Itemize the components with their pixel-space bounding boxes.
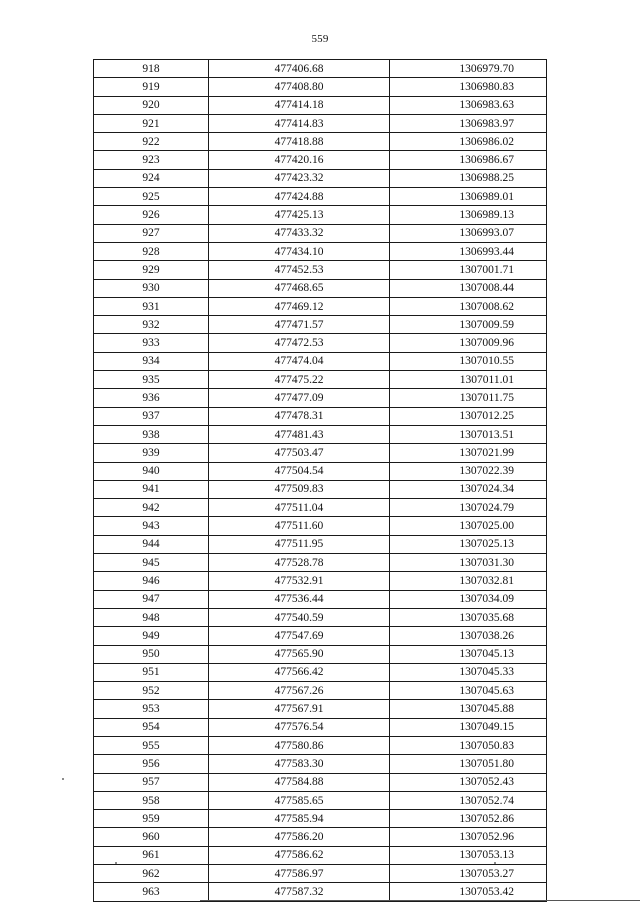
point-number-cell: 936: [94, 389, 209, 407]
point-number-cell: 954: [94, 718, 209, 736]
point-number-cell: 931: [94, 297, 209, 315]
x-coordinate-cell: 477584.88: [209, 773, 390, 791]
table-row: [94, 791, 547, 809]
table-row: [94, 352, 547, 370]
y-coordinate-cell: 1307022.39: [390, 462, 547, 480]
x-coordinate-cell: 477503.47: [209, 444, 390, 462]
x-coordinate-cell: 477475.22: [209, 371, 390, 389]
point-number-cell: 922: [94, 133, 209, 151]
table-row: [94, 425, 547, 443]
x-coordinate-cell: 477547.69: [209, 627, 390, 645]
y-coordinate-cell: 1307051.80: [390, 755, 547, 773]
table-row: [94, 846, 547, 864]
table-row: [94, 517, 547, 535]
y-coordinate-cell: 1307008.44: [390, 279, 547, 297]
table-row: [94, 682, 547, 700]
table-row: [94, 883, 547, 901]
x-coordinate-cell: 477477.09: [209, 389, 390, 407]
y-coordinate-cell: 1307031.30: [390, 554, 547, 572]
table-row: [94, 224, 547, 242]
y-coordinate-cell: 1306989.01: [390, 188, 547, 206]
point-number-cell: 950: [94, 645, 209, 663]
table-row: [94, 242, 547, 260]
point-number-cell: 958: [94, 791, 209, 809]
y-coordinate-cell: 1307053.42: [390, 883, 547, 901]
x-coordinate-cell: 477536.44: [209, 590, 390, 608]
table-row: [94, 535, 547, 553]
table-row: [94, 407, 547, 425]
x-coordinate-cell: 477540.59: [209, 608, 390, 626]
y-coordinate-cell: 1307053.13: [390, 846, 547, 864]
point-number-cell: 941: [94, 480, 209, 498]
y-coordinate-cell: 1307009.96: [390, 334, 547, 352]
x-coordinate-cell: 477586.62: [209, 846, 390, 864]
x-coordinate-cell: 477566.42: [209, 663, 390, 681]
table-row: [94, 663, 547, 681]
table-row: [94, 572, 547, 590]
y-coordinate-cell: 1307013.51: [390, 425, 547, 443]
y-coordinate-cell: 1307052.74: [390, 791, 547, 809]
table-row: [94, 499, 547, 517]
x-coordinate-cell: 477509.83: [209, 480, 390, 498]
point-number-cell: 928: [94, 242, 209, 260]
table-row: [94, 554, 547, 572]
y-coordinate-cell: 1307045.63: [390, 682, 547, 700]
y-coordinate-cell: 1307049.15: [390, 718, 547, 736]
table-row: [94, 389, 547, 407]
table-row: [94, 755, 547, 773]
table-row: [94, 334, 547, 352]
point-number-cell: 957: [94, 773, 209, 791]
y-coordinate-cell: 1307034.09: [390, 590, 547, 608]
point-number-cell: 944: [94, 535, 209, 553]
y-coordinate-cell: 1307045.33: [390, 663, 547, 681]
x-coordinate-cell: 477472.53: [209, 334, 390, 352]
point-number-cell: 948: [94, 608, 209, 626]
table-row: [94, 462, 547, 480]
point-number-cell: 962: [94, 865, 209, 883]
table-row: [94, 151, 547, 169]
x-coordinate-cell: 477406.68: [209, 60, 390, 78]
table-row: [94, 188, 547, 206]
x-coordinate-cell: 477468.65: [209, 279, 390, 297]
y-coordinate-cell: 1306986.02: [390, 133, 547, 151]
x-coordinate-cell: 477420.16: [209, 151, 390, 169]
x-coordinate-cell: 477532.91: [209, 572, 390, 590]
point-number-cell: 951: [94, 663, 209, 681]
y-coordinate-cell: 1307025.00: [390, 517, 547, 535]
y-coordinate-cell: 1306989.13: [390, 206, 547, 224]
table-row: [94, 810, 547, 828]
x-coordinate-cell: 477504.54: [209, 462, 390, 480]
y-coordinate-cell: 1306983.63: [390, 96, 547, 114]
y-coordinate-cell: 1307010.55: [390, 352, 547, 370]
x-coordinate-cell: 477469.12: [209, 297, 390, 315]
point-number-cell: 927: [94, 224, 209, 242]
table-row: [94, 608, 547, 626]
x-coordinate-cell: 477478.31: [209, 407, 390, 425]
scan-speck: [62, 778, 64, 780]
x-coordinate-cell: 477481.43: [209, 425, 390, 443]
x-coordinate-cell: 477586.97: [209, 865, 390, 883]
point-number-cell: 952: [94, 682, 209, 700]
point-number-cell: 932: [94, 316, 209, 334]
x-coordinate-cell: 477425.13: [209, 206, 390, 224]
x-coordinate-cell: 477433.32: [209, 224, 390, 242]
x-coordinate-cell: 477585.65: [209, 791, 390, 809]
y-coordinate-cell: 1307008.62: [390, 297, 547, 315]
table-row: [94, 773, 547, 791]
point-number-cell: 947: [94, 590, 209, 608]
y-coordinate-cell: 1306979.70: [390, 60, 547, 78]
x-coordinate-cell: 477511.04: [209, 499, 390, 517]
scan-edge-line: [200, 900, 640, 901]
point-number-cell: 963: [94, 883, 209, 901]
point-number-cell: 943: [94, 517, 209, 535]
x-coordinate-cell: 477587.32: [209, 883, 390, 901]
point-number-cell: 935: [94, 371, 209, 389]
point-number-cell: 921: [94, 114, 209, 132]
point-number-cell: 926: [94, 206, 209, 224]
x-coordinate-cell: 477567.26: [209, 682, 390, 700]
table-row: [94, 114, 547, 132]
point-number-cell: 945: [94, 554, 209, 572]
table-row: [94, 444, 547, 462]
point-number-cell: 929: [94, 261, 209, 279]
point-number-cell: 934: [94, 352, 209, 370]
x-coordinate-cell: 477418.88: [209, 133, 390, 151]
y-coordinate-cell: 1307052.96: [390, 828, 547, 846]
y-coordinate-cell: 1307011.01: [390, 371, 547, 389]
x-coordinate-cell: 477452.53: [209, 261, 390, 279]
table-row: [94, 480, 547, 498]
table-row: [94, 718, 547, 736]
point-number-cell: 918: [94, 60, 209, 78]
x-coordinate-cell: 477511.95: [209, 535, 390, 553]
y-coordinate-cell: 1307024.34: [390, 480, 547, 498]
x-coordinate-cell: 477576.54: [209, 718, 390, 736]
table-row: [94, 169, 547, 187]
y-coordinate-cell: 1307009.59: [390, 316, 547, 334]
y-coordinate-cell: 1307011.75: [390, 389, 547, 407]
table-row: [94, 865, 547, 883]
table-row: [94, 206, 547, 224]
y-coordinate-cell: 1307024.79: [390, 499, 547, 517]
y-coordinate-cell: 1307025.13: [390, 535, 547, 553]
point-number-cell: 933: [94, 334, 209, 352]
point-number-cell: 938: [94, 425, 209, 443]
y-coordinate-cell: 1307021.99: [390, 444, 547, 462]
table-row: [94, 828, 547, 846]
x-coordinate-cell: 477567.91: [209, 700, 390, 718]
y-coordinate-cell: 1306980.83: [390, 78, 547, 96]
y-coordinate-cell: 1306983.97: [390, 114, 547, 132]
table-row: [94, 261, 547, 279]
y-coordinate-cell: 1307035.68: [390, 608, 547, 626]
y-coordinate-cell: 1307012.25: [390, 407, 547, 425]
point-number-cell: 923: [94, 151, 209, 169]
page-number: 559: [311, 33, 329, 45]
table-row: [94, 700, 547, 718]
y-coordinate-cell: 1307045.13: [390, 645, 547, 663]
point-number-cell: 942: [94, 499, 209, 517]
y-coordinate-cell: 1307001.71: [390, 261, 547, 279]
table-row: [94, 78, 547, 96]
y-coordinate-cell: 1307052.86: [390, 810, 547, 828]
y-coordinate-cell: 1307052.43: [390, 773, 547, 791]
x-coordinate-cell: 477585.94: [209, 810, 390, 828]
x-coordinate-cell: 477434.10: [209, 242, 390, 260]
coordinates-table-body: [94, 60, 547, 902]
x-coordinate-cell: 477511.60: [209, 517, 390, 535]
point-number-cell: 956: [94, 755, 209, 773]
x-coordinate-cell: 477580.86: [209, 736, 390, 754]
point-number-cell: 955: [94, 736, 209, 754]
scan-speck: [115, 862, 117, 864]
y-coordinate-cell: 1306993.07: [390, 224, 547, 242]
table-row: [94, 645, 547, 663]
y-coordinate-cell: 1307032.81: [390, 572, 547, 590]
y-coordinate-cell: 1307050.83: [390, 736, 547, 754]
table-row: [94, 297, 547, 315]
table-row: [94, 133, 547, 151]
point-number-cell: 924: [94, 169, 209, 187]
x-coordinate-cell: 477423.32: [209, 169, 390, 187]
table-row: [94, 279, 547, 297]
y-coordinate-cell: 1307045.88: [390, 700, 547, 718]
point-number-cell: 925: [94, 188, 209, 206]
point-number-cell: 920: [94, 96, 209, 114]
x-coordinate-cell: 477474.04: [209, 352, 390, 370]
y-coordinate-cell: 1306986.67: [390, 151, 547, 169]
y-coordinate-cell: 1306993.44: [390, 242, 547, 260]
y-coordinate-cell: 1307053.27: [390, 865, 547, 883]
table-row: [94, 60, 547, 78]
point-number-cell: 949: [94, 627, 209, 645]
table-row: [94, 736, 547, 754]
x-coordinate-cell: 477528.78: [209, 554, 390, 572]
point-number-cell: 960: [94, 828, 209, 846]
point-number-cell: 940: [94, 462, 209, 480]
table-row: [94, 627, 547, 645]
x-coordinate-cell: 477471.57: [209, 316, 390, 334]
x-coordinate-cell: 477414.18: [209, 96, 390, 114]
x-coordinate-cell: 477565.90: [209, 645, 390, 663]
table-row: [94, 96, 547, 114]
point-number-cell: 946: [94, 572, 209, 590]
coordinates-table: [93, 59, 547, 902]
x-coordinate-cell: 477414.83: [209, 114, 390, 132]
x-coordinate-cell: 477583.30: [209, 755, 390, 773]
point-number-cell: 959: [94, 810, 209, 828]
point-number-cell: 919: [94, 78, 209, 96]
point-number-cell: 937: [94, 407, 209, 425]
table-row: [94, 590, 547, 608]
point-number-cell: 953: [94, 700, 209, 718]
point-number-cell: 930: [94, 279, 209, 297]
table-row: [94, 371, 547, 389]
point-number-cell: 939: [94, 444, 209, 462]
table-row: [94, 316, 547, 334]
x-coordinate-cell: 477586.20: [209, 828, 390, 846]
scan-speck: [494, 862, 496, 864]
x-coordinate-cell: 477408.80: [209, 78, 390, 96]
x-coordinate-cell: 477424.88: [209, 188, 390, 206]
point-number-cell: 961: [94, 846, 209, 864]
y-coordinate-cell: 1306988.25: [390, 169, 547, 187]
y-coordinate-cell: 1307038.26: [390, 627, 547, 645]
